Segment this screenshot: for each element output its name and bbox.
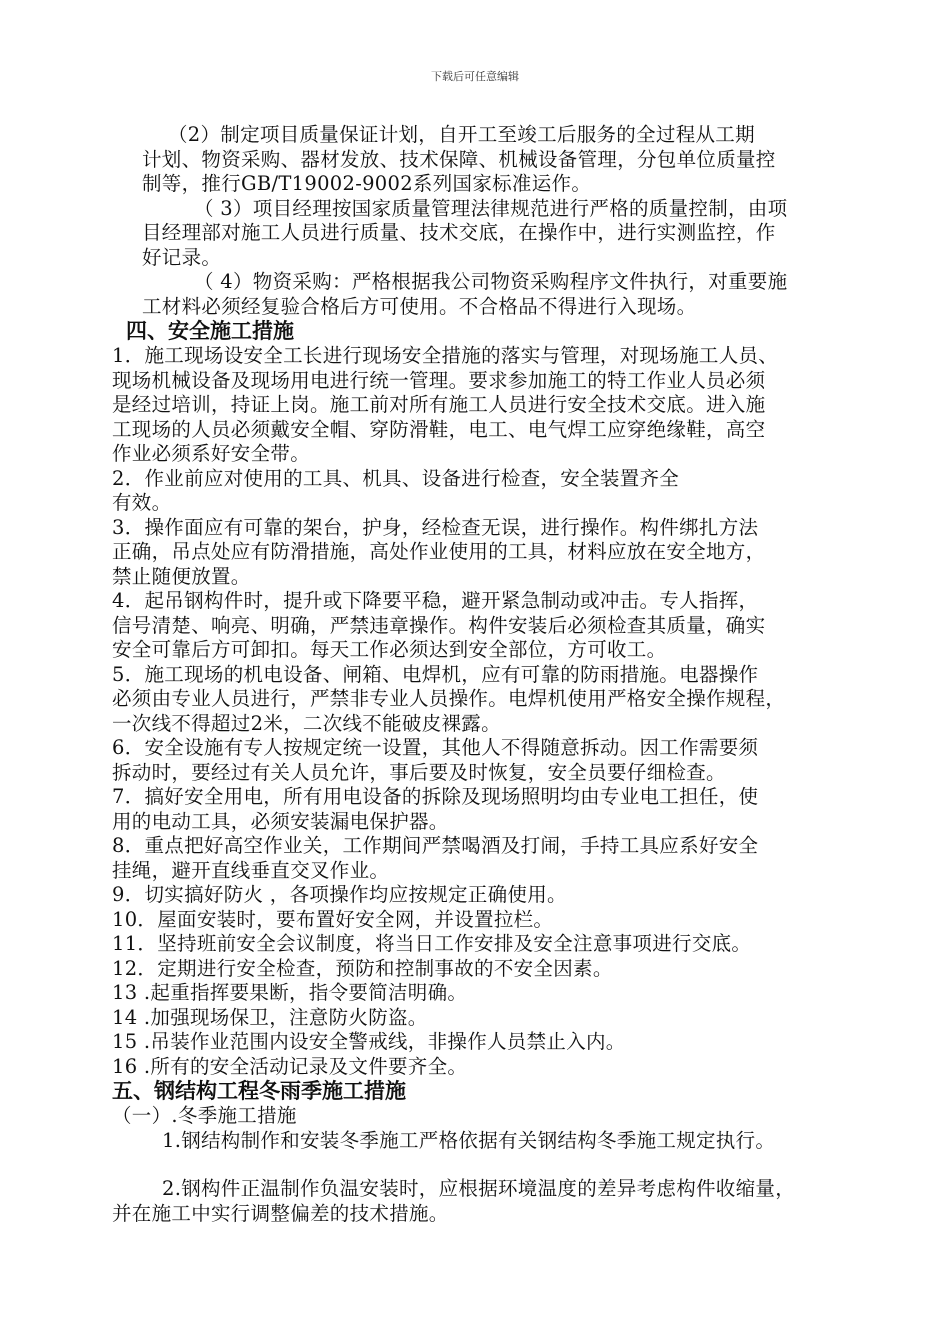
text-line: 拆动时，要经过有关人员允许，事后要及时恢复，安全员要仔细检查。 [112, 760, 726, 784]
text-line: 并在施工中实行调整偏差的技术措施。 [112, 1201, 449, 1225]
safety-item [112, 957, 862, 982]
safety-item [112, 1055, 862, 1080]
text-line: 现场机械设备及现场用电进行统一管理。要求参加施工的特工作业人员必须 [112, 368, 766, 392]
text-line: 6．安全设施有专人按规定统一设置，其他人不得随意拆动。因工作需要须 [112, 736, 759, 759]
safety-item [112, 932, 862, 957]
text-line: 工现场的人员必须戴安全帽、穿防滑鞋，电工、电气焊工应穿绝缘鞋，高空 [112, 417, 766, 441]
safety-item [112, 1006, 862, 1031]
text-line: 计划、物资采购、器材发放、技术保障、机械设备管理，分包单位质量控 [142, 147, 776, 171]
safety-item [112, 981, 862, 1006]
text-line: 信号清楚、响亮、明确，严禁违章操作。构件安装后必须检查其质量，确实 [112, 613, 766, 637]
text-line: 11．坚持班前安全会议制度，将当日工作安排及安全注意事项进行交底。 [112, 932, 752, 955]
safety-item [112, 834, 862, 883]
text-line: 好记录。 [142, 245, 222, 269]
text-line: （ 4）物资采购：严格根据我公司物资采购程序文件执行，对重要施 [194, 270, 788, 293]
quality-paragraph-3 [112, 197, 862, 271]
subsection-heading-winter: （一）.冬季施工措施 [112, 1104, 297, 1127]
section-heading-winter-rain: 五、钢结构工程冬雨季施工措施 [112, 1079, 406, 1103]
text-line: 禁止随便放置。 [112, 564, 251, 588]
text-line: 正确，吊点处应有防滑措施，高处作业使用的工具，材料应放在安全地方， [112, 540, 766, 563]
safety-item [112, 344, 862, 467]
document-body [112, 123, 862, 1226]
text-line: 有效。 [112, 491, 172, 514]
text-line: （ 3）项目经理按国家质量管理法律规范进行严格的质量控制，由项 [194, 196, 788, 220]
section-heading-safety: 四、安全施工措施 [126, 319, 294, 343]
safety-item [112, 908, 862, 933]
text-line: 8．重点把好高空作业关，工作期间严禁喝酒及打闹，手持工具应系好安全 [112, 834, 759, 857]
safety-item [112, 589, 862, 663]
winter-item-2 [112, 1177, 862, 1226]
text-line: 10．屋面安装时，要布置好安全网，并设置拉栏。 [112, 907, 554, 931]
quality-paragraph-2 [112, 123, 862, 197]
safety-item [112, 736, 862, 785]
text-line: 作业必须系好安全带。 [112, 442, 311, 465]
page-header: 下载后可任意编辑 [431, 70, 519, 83]
text-line: 制等，推行GB/T19002-9002系列国家标准运作。 [142, 172, 592, 195]
winter-item-1: 1.钢结构制作和安装冬季施工严格依据有关钢结构冬季施工规定执行。 [162, 1128, 776, 1152]
safety-item [112, 1030, 862, 1055]
text-line: 用的电动工具，必须安装漏电保护器。 [112, 809, 449, 833]
text-line: 7．搞好安全用电，所有用电设备的拆除及现场照明均由专业电工担任，使 [112, 785, 759, 808]
text-line: 工材料必须经复验合格后方可使用。不合格品不得进行入现场。 [142, 294, 697, 318]
text-line: 2．作业前应对使用的工具、机具、设备进行检查，安全装置齐全 [112, 466, 680, 490]
text-line: 安全可靠后方可卸扣。每天工作必须达到安全部位，方可收工。 [112, 638, 667, 661]
safety-item [112, 785, 862, 834]
safety-item [112, 467, 862, 516]
safety-item [112, 663, 862, 737]
text-line: 12．定期进行安全检查，预防和控制事故的不安全因素。 [112, 956, 613, 980]
text-line: 2.钢构件正温制作负温安装时，应根据环境温度的差异考虑构件收缩量， [162, 1177, 796, 1200]
text-line: 5．施工现场的机电设备、闸箱、电焊机，应有可靠的防雨措施。电器操作 [112, 662, 759, 686]
text-line: 4．起吊钢构件时，提升或下降要平稳，避开紧急制动或冲击。专人指挥， [112, 589, 759, 612]
safety-measures-list [112, 344, 862, 1079]
text-line: 9．切实搞好防火 ，各项操作均应按规定正确使用。 [112, 883, 567, 906]
paragraph-gap [112, 1153, 862, 1177]
safety-item [112, 883, 862, 908]
text-line: 15 .吊装作业范围内设安全警戒线，非操作人员禁止入内。 [112, 1030, 626, 1053]
text-line: 挂绳，避开直线垂直交叉作业。 [112, 858, 390, 882]
text-line: 16 .所有的安全活动记录及文件要齐全。 [112, 1054, 468, 1078]
text-line: 1．施工现场设安全工长进行现场安全措施的落实与管理，对现场施工人员、 [112, 344, 779, 367]
text-line: 一次线不得超过2米，二次线不能破皮裸露。 [112, 711, 501, 735]
text-line: 目经理部对施工人员进行质量、技术交底，在操作中，进行实测监控，作 [142, 221, 776, 244]
text-line: 是经过培训，持证上岗。施工前对所有施工人员进行安全技术交底。进入施 [112, 393, 766, 416]
quality-paragraph-4 [112, 270, 862, 319]
text-line: 13 .起重指挥要果断，指令要简洁明确。 [112, 981, 468, 1004]
text-line: （2）制定项目质量保证计划，自开工至竣工后服务的全过程从工期 [168, 123, 755, 146]
text-line: 14 .加强现场保卫，注意防火防盗。 [112, 1005, 428, 1029]
safety-item [112, 516, 862, 590]
text-line: 必须由专业人员进行，严禁非专业人员操作。电焊机使用严格安全操作规程， [112, 687, 786, 710]
text-line: 3．操作面应有可靠的架台，护身，经检查无误，进行操作。构件绑扎方法 [112, 515, 759, 539]
